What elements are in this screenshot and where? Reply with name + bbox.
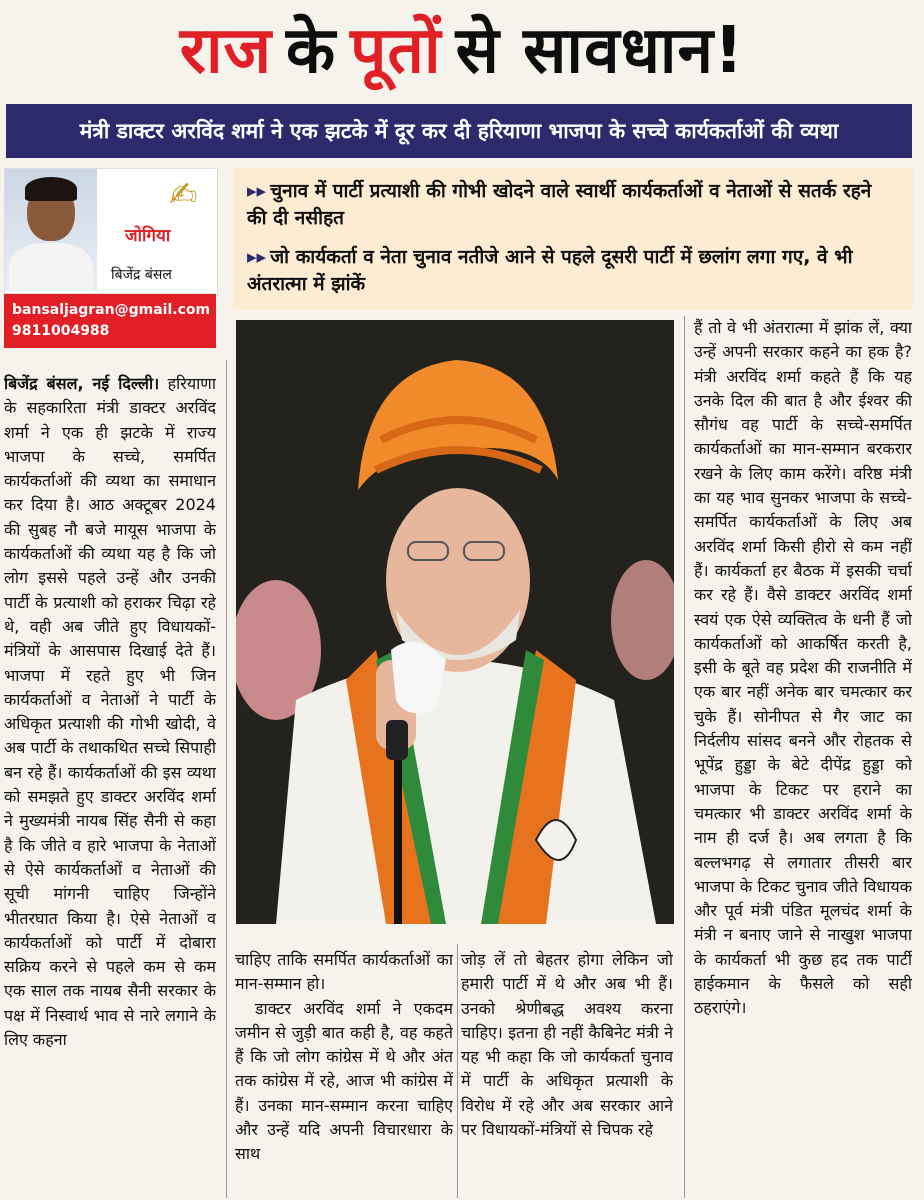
double-arrow-icon: ▸▸ — [247, 246, 267, 268]
minister-photo — [236, 320, 674, 924]
pen-icon: ✍ — [169, 175, 198, 215]
author-phone: 9811004988 — [12, 323, 110, 339]
author-name: बिजेंद्र बंसल — [111, 267, 172, 283]
article-dateline: बिजेंद्र बंसल, नई दिल्ली। — [4, 374, 160, 393]
highlight-item: ▸▸ चुनाव में पार्टी प्रत्याशी की गोभी खोदने वाले स्वार्थी कार्यकर्ताओं व नेताओं से सतर्क रहने की दी नसीहत — [247, 180, 872, 229]
article-column-4 — [694, 316, 912, 1198]
article-column-3 — [461, 948, 673, 1198]
highlight-item: ▸▸ जो कार्यकर्ता व नेता चुनाव नतीजे आने से पहले दूसरी पार्टी में छलांग लगा गए, वे भी अंतरात्मा में झांकें — [247, 246, 853, 295]
double-arrow-icon: ▸▸ — [247, 180, 267, 202]
highlights-box — [233, 168, 913, 310]
author-photo — [5, 169, 97, 291]
headline-word-raj: राज — [179, 13, 273, 88]
author-email[interactable]: bansaljagran@gmail.com — [12, 302, 211, 318]
article-column-1 — [4, 372, 216, 1198]
column-divider — [226, 360, 227, 1198]
article-body-col2a: चाहिए ताकि समर्पित कार्यकर्ताओं का मान-सम्मान हो। — [235, 950, 453, 994]
headline-word-ke: के — [286, 13, 337, 88]
author-contact — [4, 294, 216, 348]
headline — [0, 0, 924, 94]
article-body-col3: जोड़ लें तो बेहतर होगा लेकिन जो हमारी पार्टी में थे और अब भी हैं। उनको श्रेणीबद्ध अवश्य करना चाहिए। इतना ही नहीं कैबिनेट मंत्री ने यह भी कहा कि जो कार्यकर्ता चुनाव में पार्टी के अधिकृत प्रत्याशी के विरोध में रहे और अब सरकार आने पर विधायकों-मंत्रियों से चिपक रहे — [461, 950, 673, 1140]
column-divider — [684, 316, 685, 1198]
headline-word-savdhan: से सावधान! — [455, 13, 745, 88]
article-body-col4: हैं तो वे भी अंतरात्मा में झांक लें, क्या उन्हें अपनी सरकार कहने का हक है? मंत्री अरविंद शर्मा कहते हैं कि यह उनके दिल की बात है और ईश्वर की सौगंध वह पार्टी के सच्चे-समर्पित कार्यकर्ताओं का मान-सम्मान बरकरार रखने के लिए काम करेंगे। वरिष्ठ मंत्री का यह भाव सुनकर भाजपा के सच्चे-समर्पित कार्यकर्ताओं के लिए अब अरविंद शर्मा किसी हीरो से कम नहीं हैं। कार्यकर्ता हर बैठक में इसकी चर्चा कर रहे हैं। वैसे डाक्टर अरविंद शर्मा स्वयं एक ऐसे व्यक्तित्व के धनी हैं जो कार्यकर्ताओं को आकर्षित करती है, इसी के बूते वह प्रदेश की राजनीति में एक बार नहीं अनेक बार चमत्कार कर चुके हैं। सोनीपत से गैर जाट का निर्दलीय सांसद बनने और रोहतक से भूपेंद्र हुड्डा के बेटे दीपेंद्र हुड्डा को भाजपा के टिकट पर हराने का चमत्कार भी डाक्टर अरविंद शर्मा के नाम ही दर्ज है। अब लगता है कि बल्लभगढ़ से लगातार तीसरी बार भाजपा के टिकट चुनाव जीते विधायक और पूर्व मंत्री पंडित मूलचंद शर्मा के मंत्री न बनाए जाने से नाखुश भाजपा के कार्यकर्ता भी कुछ हद तक पार्टी हाईकमान के फैसले को सही ठहराएंगे। — [694, 318, 912, 1018]
article-column-2 — [235, 948, 453, 1198]
headline-word-puton: पूतों — [350, 13, 442, 88]
author-box — [4, 168, 218, 294]
article-body-col1: हरियाणा के सहकारिता मंत्री डाक्टर अरविंद शर्मा ने एक ही झटके में राज्य भाजपा के सच्चे, समर्पित कार्यकर्ताओं की व्यथा का समाधान कर दिया है। आठ अक्टूबर 2024 की सुबह नौ बजे मायूस भाजपा के कार्यकर्ताओं की व्यथा यह है कि जो लोग इससे पहले उन्हें और उनकी पार्टी के प्रत्याशी को हराकर चिढ़ा रहे थे, वही अब जीते हुए विधायकों-मंत्रियों के आसपास दिखाई देते हैं। भाजपा में रहते हुए भी जिन कार्यकर्ताओं व नेताओं ने पार्टी के अधिकृत प्रत्याशी की गोभी खोदी, वे अब पार्टी के तथाकथित सच्चे सिपाही बन रहे हैं। कार्यकर्ताओं की इस व्यथा को समझते हुए डाक्टर अरविंद शर्मा ने मुख्यमंत्री नायब सिंह सैनी से कहा है कि जीते व हारे भाजपा के नेताओं से ऐसे कार्यकर्ताओं व नेताओं की सूची मांगनी चाहिए जिन्होंने भीतरघात किया है। ऐसे नेताओं व कार्यकर्ताओं को पार्टी में दोबारा सक्रिय करने से पहले कम से कम एक साल तक नायब सैनी सरकार के पक्ष में निस्वार्थ भाव से नारे लगाने के लिए कहना — [4, 374, 216, 1050]
article-body-col2b: डाक्टर अरविंद शर्मा ने एकदम जमीन से जुड़ी बात कही है, वह कहते हैं कि जो लोग कांग्रेस में थे और अंत तक कांग्रेस में रहे, आज भी कांग्रेस में हैं। उनका मान-सम्मान करना चाहिए और उन्हें यदि अपनी विचारधारा के साथ — [235, 998, 453, 1164]
column-divider — [457, 944, 458, 1198]
column-name: जोगिया — [125, 226, 171, 246]
subheadline-banner: मंत्री डाक्टर अरविंद शर्मा ने एक झटके में दूर कर दी हरियाणा भाजपा के सच्चे कार्यकर्ताओं की व्यथा — [6, 104, 912, 158]
